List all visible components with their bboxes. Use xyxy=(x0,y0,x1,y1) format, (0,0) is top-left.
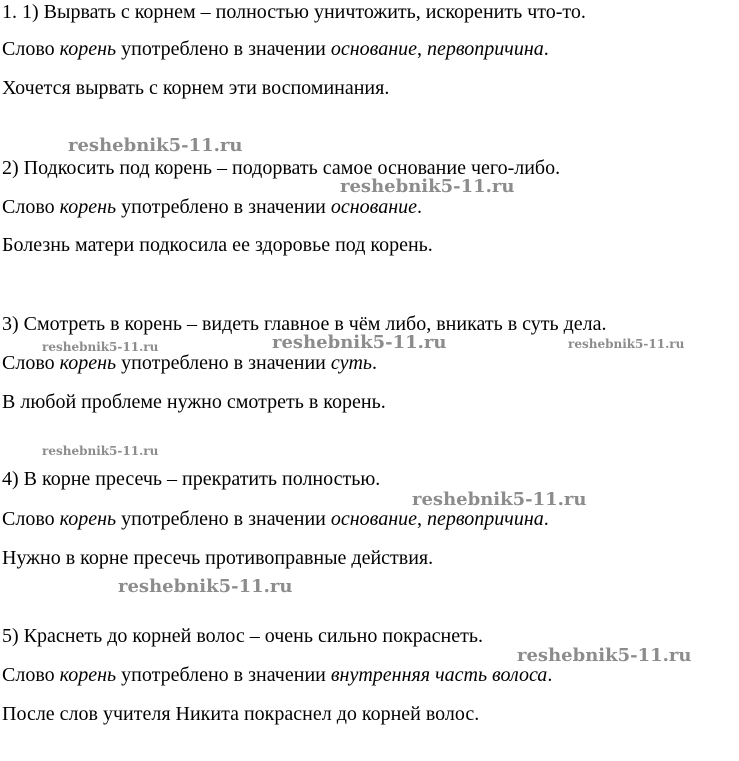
watermark: reshebnik5-11.ru xyxy=(340,176,515,197)
entry-2-usage xyxy=(2,195,422,219)
entry-5-definition: 5) Краснеть до корней волос – очень сильно покраснеть. xyxy=(2,625,483,647)
usage-middle: употреблено в значении xyxy=(116,196,331,218)
entry-4-usage xyxy=(2,507,549,531)
usage-prefix: Слово xyxy=(2,38,60,60)
usage-end: . xyxy=(543,38,549,60)
usage-meaning: первопричина xyxy=(427,508,544,530)
watermark: reshebnik5-11.ru xyxy=(42,444,159,458)
entry-1-definition: 1. 1) Вырвать с корнем – полностью уничтожить, искоренить что-то. xyxy=(2,1,586,23)
watermark: reshebnik5-11.ru xyxy=(68,135,243,156)
entry-4-example: Нужно в корне пресечь противоправные действия. xyxy=(2,547,434,569)
watermark: reshebnik5-11.ru xyxy=(412,489,587,510)
usage-meaning: основание xyxy=(330,196,418,218)
entry-2-example: Болезнь матери подкосила ее здоровье под корень. xyxy=(2,234,433,256)
usage-meaning: внутренняя часть волоса xyxy=(330,664,548,686)
entry-4-definition: 4) В корне пресечь – прекратить полностью. xyxy=(2,468,381,490)
entry-3-definition: 3) Смотреть в корень – видеть главное в чём либо, вникать в суть дела. xyxy=(2,313,607,335)
usage-separator: , xyxy=(417,38,428,60)
usage-prefix: Слово xyxy=(2,352,60,374)
entry-3-example: В любой проблеме нужно смотреть в корень. xyxy=(2,391,386,413)
usage-meaning: основание xyxy=(330,38,418,60)
usage-word: корень xyxy=(59,664,117,686)
usage-end: . xyxy=(543,508,549,530)
usage-word: корень xyxy=(59,38,117,60)
entry-5-example: После слов учителя Никита покраснел до корней волос. xyxy=(2,703,480,725)
usage-meaning: основание xyxy=(330,508,418,530)
entry-1-example: Хочется вырвать с корнем эти воспоминания. xyxy=(2,77,390,99)
entry-5-usage xyxy=(2,663,552,687)
usage-separator: , xyxy=(417,508,428,530)
watermark: reshebnik5-11.ru xyxy=(568,337,685,351)
entry-2-definition: 2) Подкосить под корень – подорвать самое основание чего-либо. xyxy=(2,157,561,179)
usage-prefix: Слово xyxy=(2,196,60,218)
entry-1-usage xyxy=(2,37,549,61)
usage-meaning: первопричина xyxy=(427,38,544,60)
entry-3-usage xyxy=(2,351,377,375)
usage-word: корень xyxy=(59,196,117,218)
usage-middle: употреблено в значении xyxy=(116,352,331,374)
watermark: reshebnik5-11.ru xyxy=(42,340,159,354)
usage-word: корень xyxy=(59,508,117,530)
usage-prefix: Слово xyxy=(2,664,60,686)
usage-middle: употреблено в значении xyxy=(116,38,331,60)
usage-end: . xyxy=(372,352,378,374)
usage-word: корень xyxy=(59,352,117,374)
usage-end: . xyxy=(547,664,553,686)
usage-end: . xyxy=(417,196,423,218)
usage-meaning: суть xyxy=(330,352,373,374)
usage-middle: употреблено в значении xyxy=(116,664,331,686)
usage-prefix: Слово xyxy=(2,508,60,530)
watermark: reshebnik5-11.ru xyxy=(118,576,293,597)
watermark: reshebnik5-11.ru xyxy=(272,332,447,353)
watermark: reshebnik5-11.ru xyxy=(517,645,692,666)
usage-middle: употреблено в значении xyxy=(116,508,331,530)
